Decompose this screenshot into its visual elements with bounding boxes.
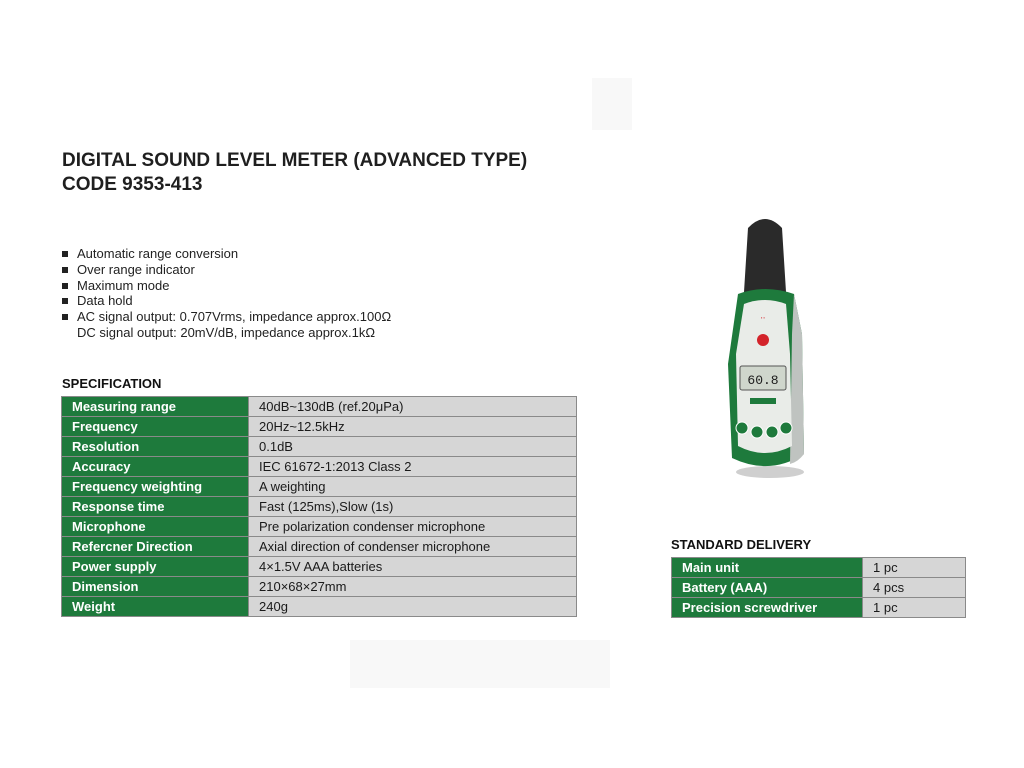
lcd-reading: 60.8 (747, 373, 779, 388)
meter-button-2 (751, 426, 763, 438)
row-label: Microphone (62, 517, 249, 537)
bullet-icon (62, 251, 68, 257)
row-label: Measuring range (62, 397, 249, 417)
table-row (62, 417, 577, 437)
meter-button-4 (780, 422, 792, 434)
table-row (62, 597, 577, 617)
row-value: 1 pc (863, 558, 966, 578)
delivery-heading: STANDARD DELIVERY (671, 537, 812, 552)
brand-logo (757, 334, 769, 346)
row-value: 210×68×27mm (249, 577, 577, 597)
row-label: Power supply (62, 557, 249, 577)
row-value: Fast (125ms),Slow (1s) (249, 497, 577, 517)
feature-item (62, 246, 391, 262)
feature-item (62, 262, 391, 278)
watermark-top (592, 78, 632, 130)
table-row (62, 557, 577, 577)
bullet-icon (62, 267, 68, 273)
row-label: Battery (AAA) (672, 578, 863, 598)
feature-text: Data hold (77, 293, 133, 309)
delivery-table (671, 557, 966, 618)
row-label: Weight (62, 597, 249, 617)
brand-mark: ▪ ▪ (761, 315, 765, 320)
table-row (62, 397, 577, 417)
meter-button-1 (736, 422, 748, 434)
specification-heading: SPECIFICATION (62, 376, 162, 391)
row-value: Axial direction of condenser microphone (249, 537, 577, 557)
row-value: A weighting (249, 477, 577, 497)
table-row (62, 457, 577, 477)
row-label: Dimension (62, 577, 249, 597)
meter-button-3 (766, 426, 778, 438)
row-label: Response time (62, 497, 249, 517)
row-value: 4 pcs (863, 578, 966, 598)
microphone-foam (744, 219, 786, 296)
page-title (62, 149, 527, 197)
row-label: Main unit (672, 558, 863, 578)
bullet-icon (62, 283, 68, 289)
bullet-icon (62, 298, 68, 304)
sound-level-meter-image (720, 214, 810, 480)
product-shadow (736, 466, 804, 478)
table-row (62, 517, 577, 537)
feature-list (62, 246, 391, 341)
row-value: 4×1.5V AAA batteries (249, 557, 577, 577)
table-row (62, 477, 577, 497)
title-line-1: DIGITAL SOUND LEVEL METER (ADVANCED TYPE) (62, 150, 528, 171)
row-label: Frequency (62, 417, 249, 437)
row-label: Resolution (62, 437, 249, 457)
bullet-icon (62, 314, 68, 320)
table-row (672, 598, 966, 618)
row-value: Pre polarization condenser microphone (249, 517, 577, 537)
row-value: 1 pc (863, 598, 966, 618)
model-label (750, 398, 776, 404)
feature-text: Automatic range conversion (77, 246, 239, 261)
row-label: Frequency weighting (62, 477, 249, 497)
table-row (62, 537, 577, 557)
row-value: 20Hz~12.5kHz (249, 417, 577, 437)
row-value: IEC 61672-1:2013 Class 2 (249, 457, 577, 477)
table-row (62, 437, 577, 457)
feature-text: DC signal output: 20mV/dB, impedance approx.1kΩ (77, 324, 376, 340)
feature-text: Over range indicator (77, 261, 195, 277)
feature-text: Maximum mode (77, 277, 170, 293)
feature-item (62, 278, 391, 294)
row-label: Refercner Direction (62, 537, 249, 557)
feature-item (62, 309, 391, 341)
row-label: Accuracy (62, 457, 249, 477)
watermark-bottom (350, 640, 610, 688)
row-label: Precision screwdriver (672, 598, 863, 618)
table-row (672, 558, 966, 578)
row-value: 0.1dB (249, 437, 577, 457)
row-value: 40dB~130dB (ref.20μPa) (249, 397, 577, 417)
specification-table (61, 396, 577, 617)
title-line-2: CODE 9353-413 (62, 174, 203, 195)
feature-item (62, 293, 391, 309)
table-row (62, 497, 577, 517)
feature-text: AC signal output: 0.707Vrms, impedance approx.100Ω (77, 309, 392, 325)
table-row (672, 578, 966, 598)
table-row (62, 577, 577, 597)
row-value: 240g (249, 597, 577, 617)
